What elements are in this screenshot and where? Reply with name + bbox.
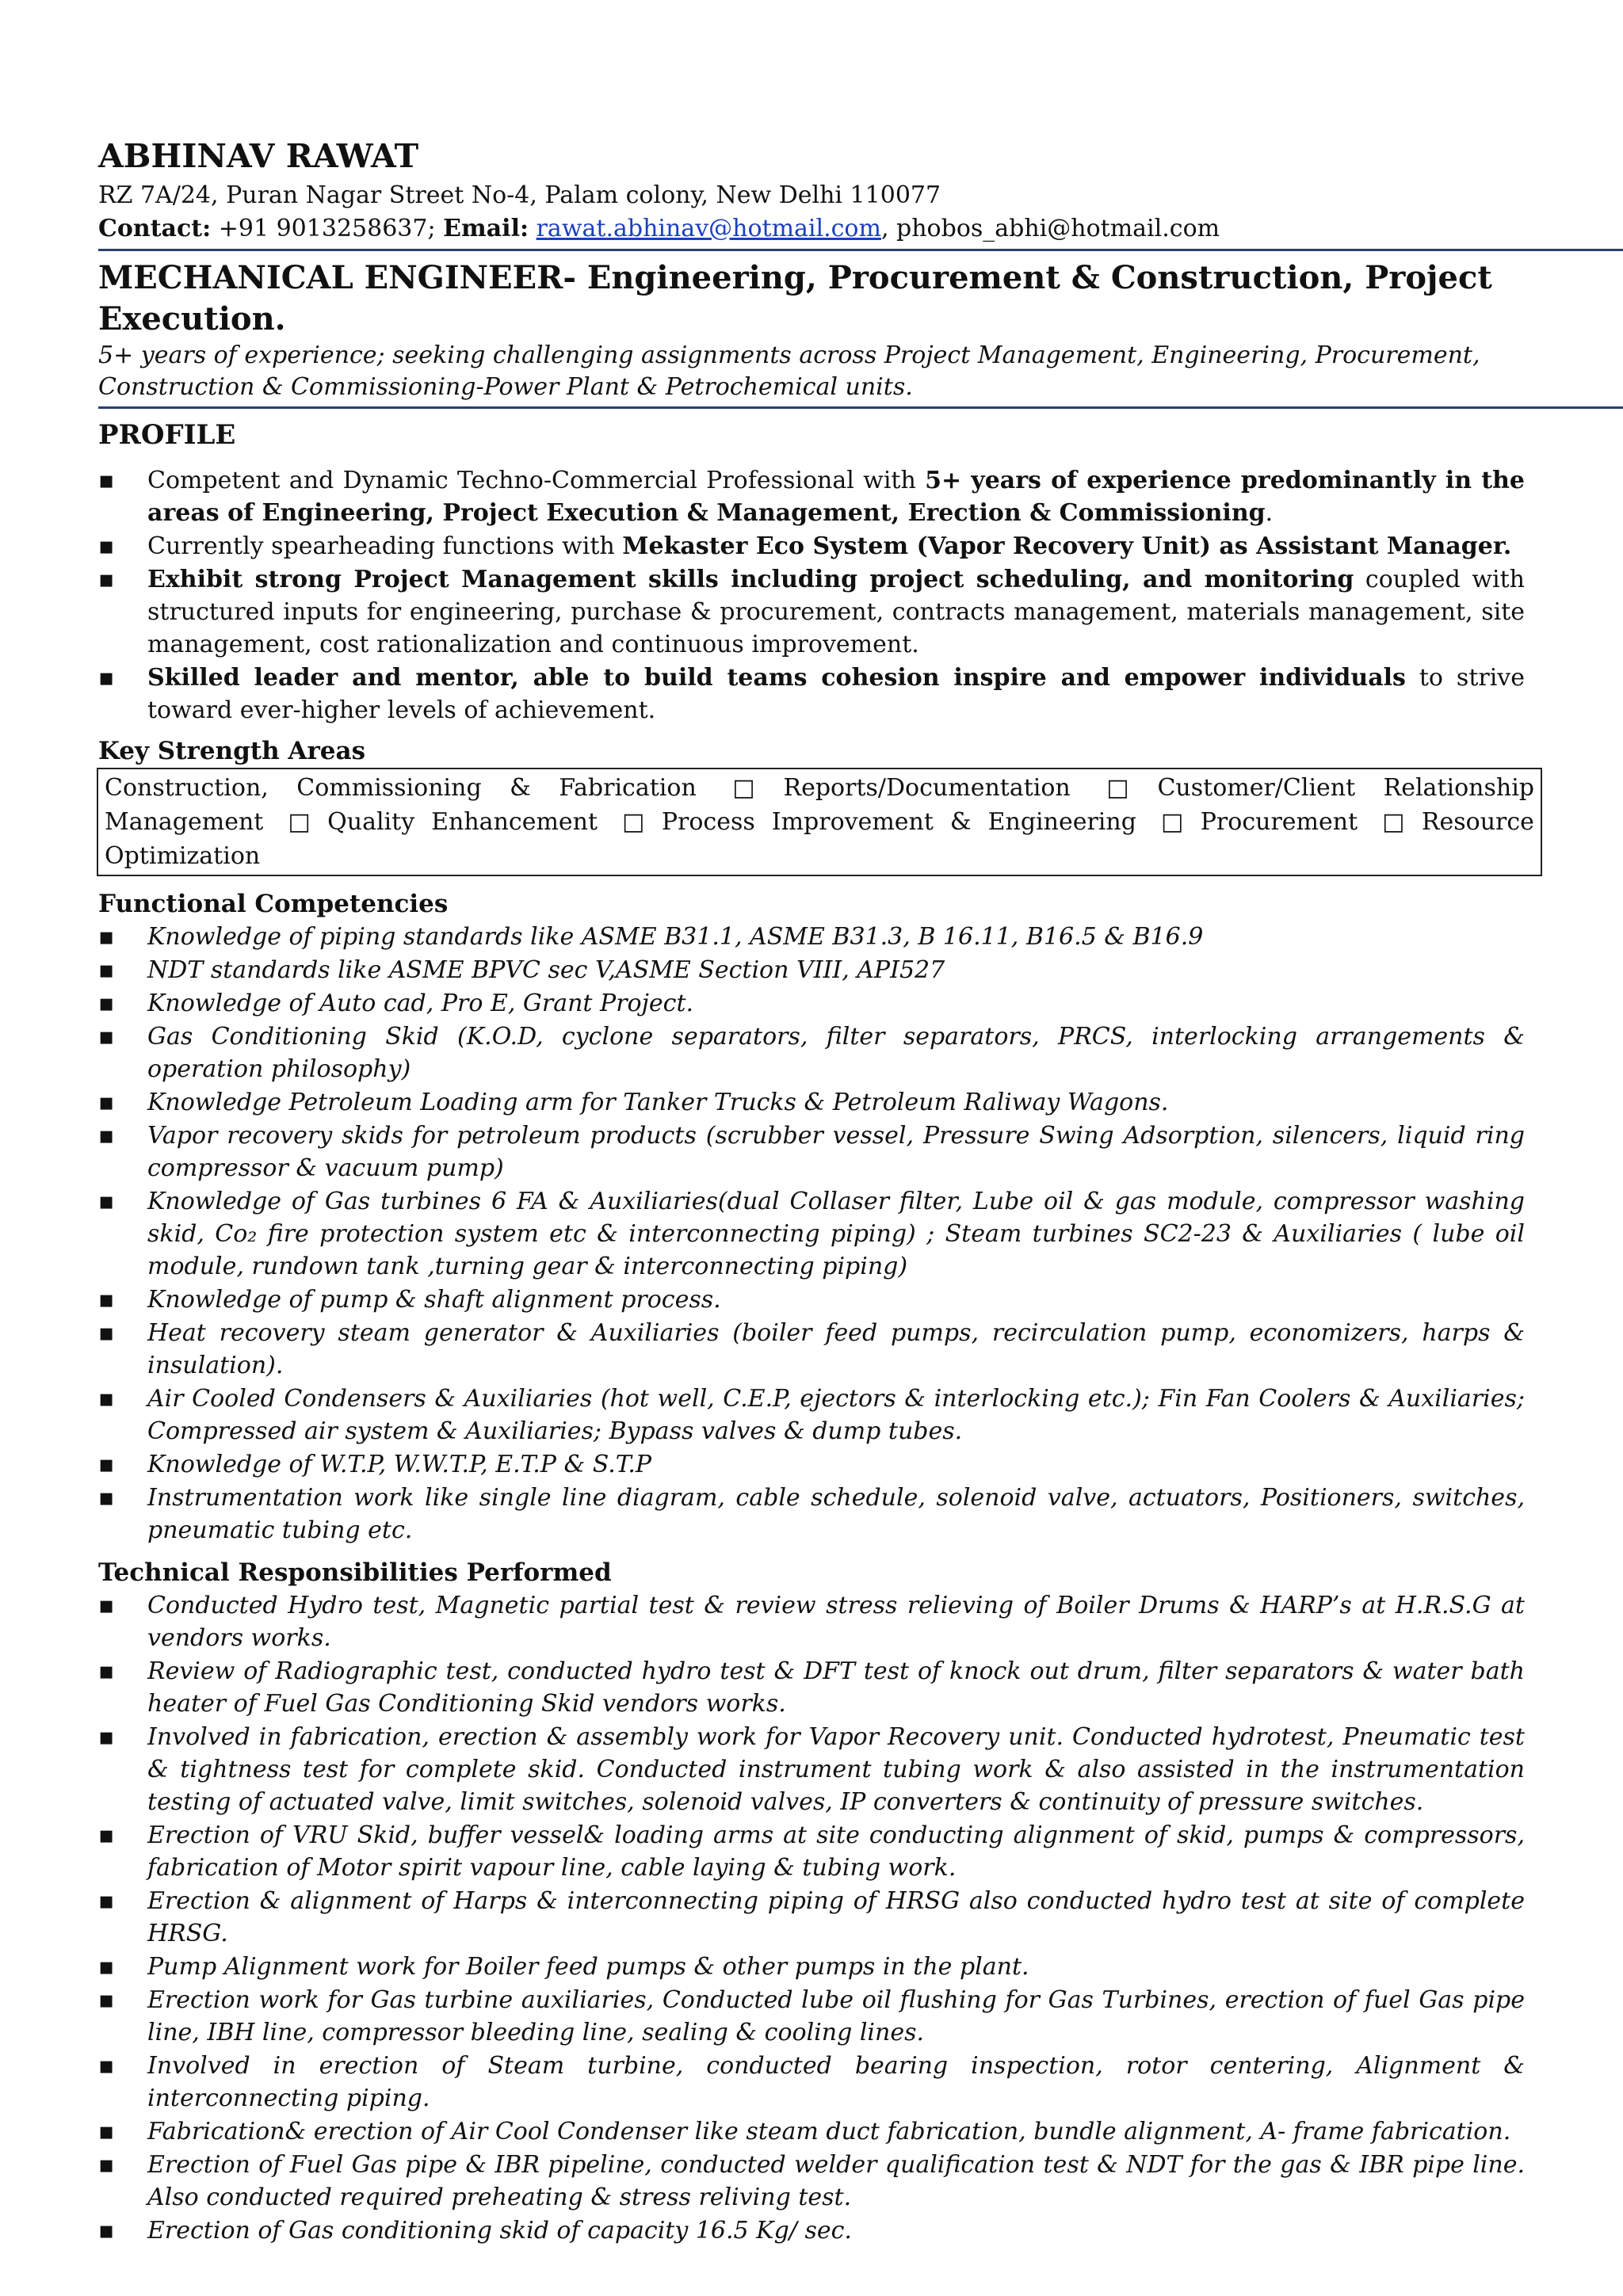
technical-item: ▪ Involved in erection of Steam turbine, conducted bearing inspection, rotor centering, Alignment & interconnecting piping. [98,2050,1525,2115]
profile-item-text: . [1265,499,1274,527]
profile-title: PROFILE [98,419,236,451]
strength-item: Procurement [1200,808,1358,836]
email-label: Email: [443,215,529,242]
separator-icon: □ [1382,808,1414,836]
strength-item: Process Improvement & Engineering [661,808,1136,836]
profile-item [98,464,1525,529]
technical-title: Technical Responsibilities Performed [98,1558,612,1587]
technical-item: ▪ Erection of Gas conditioning skid of capacity 16.5 Kg/ sec. [98,2214,1525,2247]
separator-icon: □ [622,808,654,836]
key-strengths-box [97,768,1542,876]
divider-bottom [98,406,1623,409]
technical-item: ▪ Pump Alignment work for Boiler feed pumps & other pumps in the plant. [98,1951,1525,1983]
key-strengths-title: Key Strength Areas [98,737,366,765]
headline-title: MECHANICAL ENGINEER- Engineering, Procurement & Construction, Project Execution. [98,259,1492,338]
profile-item-highlight: Exhibit strong Project Management skills including project scheduling, and monitoring [147,566,1354,593]
address: RZ 7A/24, Puran Nagar Street No-4, Palam colony, New Delhi 110077 [98,181,941,209]
profile-item-text: Competent and Dynamic Techno-Commercial Professional with [147,467,926,494]
strength-item: Quality Enhancement [327,808,598,836]
profile-item [98,530,1525,563]
profile-item-text: Currently spearheading functions with [147,532,623,560]
headline-summary: 5+ years of experience; seeking challenging assignments across Project Management, Engineering, Procurement, Construction & Commissioning-Power Plant & Petrochemical units. [98,341,1480,401]
profile-item-text: coupled with structured inputs for engineering, purchase & procurement, contracts management, materials management, site management, cost rationalization and continuous improvement. [147,566,1525,658]
profile-item-highlight: 5+ years of experience predominantly in the areas of Engineering, Project Execution & Management, Erection & Commissioning [147,467,1525,527]
functional-list [98,921,1525,1547]
profile-item-text: to strive toward ever-higher levels of achievement. [147,664,1526,724]
separator-icon: □ [1160,808,1193,836]
contact-line [98,212,1525,246]
profile-item-highlight: Skilled leader and mentor, able to build teams cohesion inspire and empower individuals [147,664,1406,692]
strength-item: Customer/Client Relationship Management [105,774,1534,836]
technical-item: ▪ Review of Radiographic test, conducted hydro test & DFT test of knock out drum, filter separators & water bath heater of Fuel Gas Conditioning Skid vendors works. [98,1655,1525,1720]
functional-item: ▪ Knowledge of piping standards like ASME B31.1, ASME B31.3, B 16.11, B16.5 & B16.9 [98,921,1525,953]
functional-item: ▪ Knowledge of pump & shaft alignment process. [98,1283,1525,1316]
contact-label: Contact: [98,215,212,242]
email-link[interactable]: rawat.abhinav@hotmail.com [536,215,881,242]
technical-item: ▪ Erection & alignment of Harps & interconnecting piping of HRSG also conducted hydro test at site of complete HRSG. [98,1885,1525,1950]
functional-item: ▪ Heat recovery steam generator & Auxiliaries (boiler feed pumps, recirculation pump, economizers, harps & insulation). [98,1317,1525,1382]
technical-list [98,1589,1525,2247]
strength-item: Resource Optimization [105,808,1534,870]
separator-icon: □ [732,774,776,802]
technical-item: ▪ Fabrication& erection of Air Cool Condenser like steam duct fabrication, bundle alignment, A- frame fabrication. [98,2115,1525,2148]
separator-icon: □ [1106,774,1150,802]
technical-item: ▪ Erection of Fuel Gas pipe & IBR pipeline, conducted welder qualification test & NDT for the gas & IBR pipe line. Also conducted required preheating & stress reliving test. [98,2149,1525,2214]
divider-top [98,249,1623,251]
functional-item: ▪ Instrumentation work like single line diagram, cable schedule, solenoid valve, actuators, Positioners, switches, pneumatic tubing etc. [98,1482,1525,1547]
functional-title: Functional Competencies [98,890,449,918]
separator-icon: □ [288,808,320,836]
functional-item: ▪ Gas Conditioning Skid (K.O.D, cyclone separators, filter separators, PRCS, interlocking arrangements & operation philosophy) [98,1020,1525,1085]
technical-item: ▪ Involved in fabrication, erection & assembly work for Vapor Recovery unit. Conducted hydrotest, Pneumatic test & tightness test for complete skid. Conducted instrument tubing work & also assisted in the instrumentation testing of actuated valve, limit switches, solenoid valves, IP converters & continuity of pressure switches. [98,1721,1525,1818]
profile-list [98,464,1525,727]
functional-item: ▪ Vapor recovery skids for petroleum products (scrubber vessel, Pressure Swing Adsorption, silencers, liquid ring compressor & vacuum pump) [98,1119,1525,1184]
phone: +91 9013258637; [218,215,436,242]
functional-item: ▪ Knowledge of W.T.P, W.W.T.P, E.T.P & S.T.P [98,1448,1525,1481]
functional-item: ▪ Knowledge of Auto cad, Pro E, Grant Project. [98,987,1525,1020]
resume-page [98,135,1534,2248]
technical-item: ▪ Erection work for Gas turbine auxiliaries, Conducted lube oil flushing for Gas Turbines, erection of fuel Gas pipe line, IBH line, compressor bleeding line, sealing & cooling lines. [98,1984,1525,2049]
functional-item: ▪ NDT standards like ASME BPVC sec V,ASME Section VIII, API527 [98,954,1525,986]
functional-item: ▪ Knowledge of Gas turbines 6 FA & Auxiliaries(dual Collaser filter, Lube oil & gas module, compressor washing skid, Co₂ fire protection system etc & interconnecting piping) ; Steam turbines SC2-23 & Auxiliaries ( lube oil module, rundown tank ,turning gear & interconnecting piping) [98,1185,1525,1283]
candidate-name: ABHINAV RAWAT [98,137,419,175]
strength-item: Reports/Documentation [783,774,1071,802]
functional-item: ▪ Knowledge Petroleum Loading arm for Tanker Trucks & Petroleum Raliway Wagons. [98,1086,1525,1119]
technical-item: ▪ Conducted Hydro test, Magnetic partial test & review stress relieving of Boiler Drums & HARP’s at H.R.S.G at vendors works. [98,1589,1525,1654]
profile-item [98,563,1525,661]
strength-item: Construction, Commissioning & Fabrication [105,774,697,802]
functional-item: ▪ Air Cooled Condensers & Auxiliaries (hot well, C.E.P, ejectors & interlocking etc.); Fin Fan Coolers & Auxiliaries; Compressed air system & Auxiliaries; Bypass valves & dump tubes. [98,1383,1525,1447]
email-secondary: , phobos_abhi@hotmail.com [880,215,1220,242]
profile-item-highlight: Mekaster Eco System (Vapor Recovery Unit) as Assistant Manager. [622,532,1512,560]
profile-item [98,662,1525,727]
technical-item: ▪ Erection of VRU Skid, buffer vessel& loading arms at site conducting alignment of skid, pumps & compressors, fabrication of Motor spirit vapour line, cable laying & tubing work. [98,1819,1525,1884]
